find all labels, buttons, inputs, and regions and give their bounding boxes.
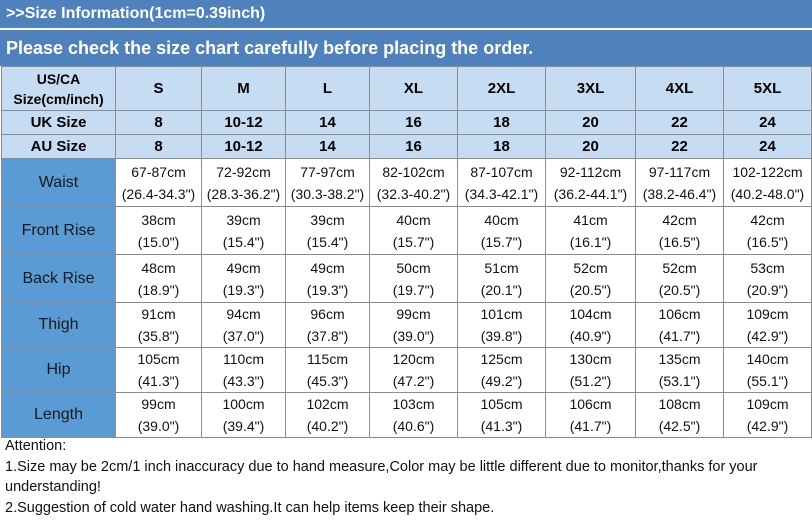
cm-value: 94cm <box>226 306 261 322</box>
inch-value: (42.9") <box>746 418 789 434</box>
cm-value: 38cm <box>141 211 176 228</box>
cm-value: 109cm <box>746 396 789 412</box>
inch-value: (53.1") <box>658 373 701 389</box>
cm-value: 53cm <box>750 259 785 276</box>
cm-value: 109cm <box>746 306 789 322</box>
measure-cell <box>636 303 724 348</box>
size-col-header: 4XL <box>636 67 724 111</box>
measure-cell <box>546 159 636 207</box>
measure-cell <box>116 303 202 348</box>
cm-value: 41cm <box>573 211 608 228</box>
measure-cell <box>636 207 724 255</box>
inch-value: (41.7") <box>569 418 612 434</box>
inch-value: (45.3") <box>306 373 349 389</box>
inch-value: (41.7") <box>658 328 701 344</box>
measure-cell <box>724 207 812 255</box>
inch-value: (19.7") <box>392 281 435 298</box>
cm-value: 125cm <box>480 351 523 367</box>
measure-cell <box>636 255 724 303</box>
measure-cell <box>286 303 370 348</box>
cm-value: 50cm <box>396 259 431 276</box>
measure-cell <box>370 393 458 438</box>
measure-cell <box>286 159 370 207</box>
attention-notes <box>5 436 809 518</box>
cm-value: 39cm <box>226 211 261 228</box>
measure-cell <box>116 159 202 207</box>
cm-value: 72-92cm <box>216 163 271 180</box>
measure-cell <box>546 303 636 348</box>
cm-value: 140cm <box>746 351 789 367</box>
inch-value: (41.3") <box>480 418 523 434</box>
cm-value: 105cm <box>480 396 523 412</box>
attention-heading: Attention: <box>5 438 67 454</box>
measure-cell <box>116 393 202 438</box>
inch-value: (20.1") <box>480 281 523 298</box>
measure-cell <box>370 348 458 393</box>
cm-value: 101cm <box>480 306 523 322</box>
measure-row-front-rise <box>2 207 812 255</box>
size-col-header: L <box>286 67 370 111</box>
measure-cell <box>724 303 812 348</box>
au-size-cell: 16 <box>370 135 458 159</box>
au-size-cell: 20 <box>546 135 636 159</box>
au-size-cell: 14 <box>286 135 370 159</box>
inch-value: (15.7") <box>480 233 523 250</box>
inch-value: (15.7") <box>392 233 435 250</box>
inch-value: (42.9") <box>746 328 789 344</box>
measure-cell <box>724 255 812 303</box>
au-size-cell: 18 <box>458 135 546 159</box>
measure-cell <box>546 393 636 438</box>
inch-value: (18.9") <box>137 281 180 298</box>
measure-cell <box>458 159 546 207</box>
measure-cell <box>202 393 286 438</box>
cm-value: 67-87cm <box>131 163 186 180</box>
measure-row-thigh <box>2 303 812 348</box>
uk-size-cell: 16 <box>370 111 458 135</box>
inch-value: (19.3") <box>222 281 265 298</box>
measure-cell <box>636 348 724 393</box>
inch-value: (16.1") <box>569 233 612 250</box>
uk-size-cell: 18 <box>458 111 546 135</box>
cm-value: 52cm <box>662 259 697 276</box>
cm-value: 87-107cm <box>470 163 533 180</box>
uk-size-cell: 8 <box>116 111 202 135</box>
inch-value: (49.2") <box>480 373 523 389</box>
measure-cell <box>116 348 202 393</box>
measure-cell <box>286 393 370 438</box>
inch-value: (43.3") <box>222 373 265 389</box>
inch-value: (32.3-40.2") <box>376 185 451 202</box>
measure-label: Back Rise <box>2 255 116 303</box>
size-col-header: 3XL <box>546 67 636 111</box>
inch-value: (34.3-42.1") <box>464 185 539 202</box>
measure-row-hip <box>2 348 812 393</box>
au-size-row <box>2 135 812 159</box>
inch-value: (40.6") <box>392 418 435 434</box>
cm-value: 51cm <box>484 259 519 276</box>
inch-value: (15.0") <box>137 233 180 250</box>
measure-cell <box>202 207 286 255</box>
size-header-row <box>2 67 812 111</box>
measure-cell <box>546 348 636 393</box>
measure-cell <box>286 207 370 255</box>
inch-value: (37.0") <box>222 328 265 344</box>
cm-value: 52cm <box>573 259 608 276</box>
cm-value: 103cm <box>392 396 435 412</box>
measure-cell <box>116 207 202 255</box>
inch-value: (30.3-38.2") <box>290 185 365 202</box>
inch-value: (40.9") <box>569 328 612 344</box>
size-col-header: S <box>116 67 202 111</box>
measure-cell <box>116 255 202 303</box>
inch-value: (35.8") <box>137 328 180 344</box>
inch-value: (51.2") <box>569 373 612 389</box>
measure-cell <box>724 393 812 438</box>
size-col-header: XL <box>370 67 458 111</box>
cm-value: 99cm <box>141 396 176 412</box>
inch-value: (40.2") <box>306 418 349 434</box>
measure-cell <box>546 255 636 303</box>
inch-value: (38.2-46.4") <box>642 185 717 202</box>
inch-value: (36.2-44.1") <box>553 185 628 202</box>
cm-value: 99cm <box>396 306 431 322</box>
cm-value: 91cm <box>141 306 176 322</box>
cm-value: 135cm <box>658 351 701 367</box>
cm-value: 77-97cm <box>300 163 355 180</box>
inch-value: (39.4") <box>222 418 265 434</box>
uk-size-cell: 24 <box>724 111 812 135</box>
measure-row-length <box>2 393 812 438</box>
measure-row-back-rise <box>2 255 812 303</box>
cm-value: 92-112cm <box>559 163 622 180</box>
uk-size-cell: 14 <box>286 111 370 135</box>
measure-label: Front Rise <box>2 207 116 255</box>
cm-value: 106cm <box>658 306 701 322</box>
measure-cell <box>202 348 286 393</box>
measure-cell <box>202 303 286 348</box>
size-corner-header <box>2 67 116 111</box>
measure-cell <box>370 207 458 255</box>
cm-value: 102cm <box>306 396 349 412</box>
au-size-cell: 24 <box>724 135 812 159</box>
inch-value: (39.0") <box>392 328 435 344</box>
size-col-header: 2XL <box>458 67 546 111</box>
cm-value: 100cm <box>222 396 265 412</box>
size-table <box>1 66 812 438</box>
inch-value: (19.3") <box>306 281 349 298</box>
corner-line-1: US/CA <box>36 70 81 87</box>
measure-cell <box>370 255 458 303</box>
inch-value: (20.9") <box>746 281 789 298</box>
measure-cell <box>286 348 370 393</box>
cm-value: 49cm <box>310 259 345 276</box>
cm-value: 39cm <box>310 211 345 228</box>
inch-value: (55.1") <box>746 373 789 389</box>
au-size-cell: 10-12 <box>202 135 286 159</box>
au-size-label: AU Size <box>2 135 116 159</box>
measure-cell <box>546 207 636 255</box>
size-col-header: M <box>202 67 286 111</box>
inch-value: (15.4") <box>222 233 265 250</box>
measure-cell <box>636 393 724 438</box>
measure-label: Waist <box>2 159 116 207</box>
corner-line-2: Size(cm/inch) <box>13 90 104 107</box>
cm-value: 42cm <box>750 211 785 228</box>
au-size-cell: 8 <box>116 135 202 159</box>
cm-value: 82-102cm <box>382 163 445 180</box>
measure-cell <box>458 393 546 438</box>
inch-value: (20.5") <box>658 281 701 298</box>
measure-cell <box>286 255 370 303</box>
measure-label: Hip <box>2 348 116 393</box>
au-size-cell: 22 <box>636 135 724 159</box>
note-1: 1.Size may be 2cm/1 inch inaccuracy due to hand measure,Color may be little different due to monitor,thanks for your understanding! <box>5 458 758 495</box>
measure-cell <box>458 348 546 393</box>
inch-value: (41.3") <box>137 373 180 389</box>
measure-cell <box>724 159 812 207</box>
uk-size-cell: 22 <box>636 111 724 135</box>
uk-size-label: UK Size <box>2 111 116 135</box>
inch-value: (37.8") <box>306 328 349 344</box>
uk-size-cell: 10-12 <box>202 111 286 135</box>
note-2: 2.Suggestion of cold water hand washing.It can help items keep their shape. <box>5 499 495 516</box>
size-col-header: 5XL <box>724 67 812 111</box>
cm-value: 106cm <box>569 396 612 412</box>
check-size-banner: Please check the size chart carefully before placing the order. <box>0 28 812 66</box>
measure-cell <box>202 255 286 303</box>
uk-size-cell: 20 <box>546 111 636 135</box>
cm-value: 120cm <box>392 351 435 367</box>
cm-value: 108cm <box>658 396 701 412</box>
measure-cell <box>370 159 458 207</box>
inch-value: (40.2-48.0") <box>730 185 805 202</box>
cm-value: 130cm <box>569 351 612 367</box>
measure-cell <box>458 207 546 255</box>
measure-label: Thigh <box>2 303 116 348</box>
measure-row-waist <box>2 159 812 207</box>
measure-cell <box>458 303 546 348</box>
inch-value: (15.4") <box>306 233 349 250</box>
measure-cell <box>458 255 546 303</box>
inch-value: (39.8") <box>480 328 523 344</box>
inch-value: (20.5") <box>569 281 612 298</box>
cm-value: 96cm <box>310 306 345 322</box>
cm-value: 102-122cm <box>732 163 803 180</box>
measure-cell <box>202 159 286 207</box>
inch-value: (16.5") <box>658 233 701 250</box>
cm-value: 40cm <box>396 211 431 228</box>
inch-value: (42.5") <box>658 418 701 434</box>
measure-cell <box>724 348 812 393</box>
inch-value: (47.2") <box>392 373 435 389</box>
measure-cell <box>636 159 724 207</box>
inch-value: (26.4-34.3") <box>121 185 196 202</box>
size-info-header: >>Size Information(1cm=0.39inch) <box>0 0 812 28</box>
measure-cell <box>370 303 458 348</box>
cm-value: 97-117cm <box>648 163 711 180</box>
cm-value: 42cm <box>662 211 697 228</box>
inch-value: (28.3-36.2") <box>206 185 281 202</box>
inch-value: (39.0") <box>137 418 180 434</box>
cm-value: 105cm <box>137 351 180 367</box>
cm-value: 110cm <box>223 351 264 367</box>
cm-value: 48cm <box>141 259 176 276</box>
cm-value: 49cm <box>226 259 261 276</box>
cm-value: 104cm <box>569 306 612 322</box>
inch-value: (16.5") <box>746 233 789 250</box>
measure-label: Length <box>2 393 116 438</box>
cm-value: 115cm <box>307 351 348 367</box>
uk-size-row <box>2 111 812 135</box>
cm-value: 40cm <box>484 211 519 228</box>
